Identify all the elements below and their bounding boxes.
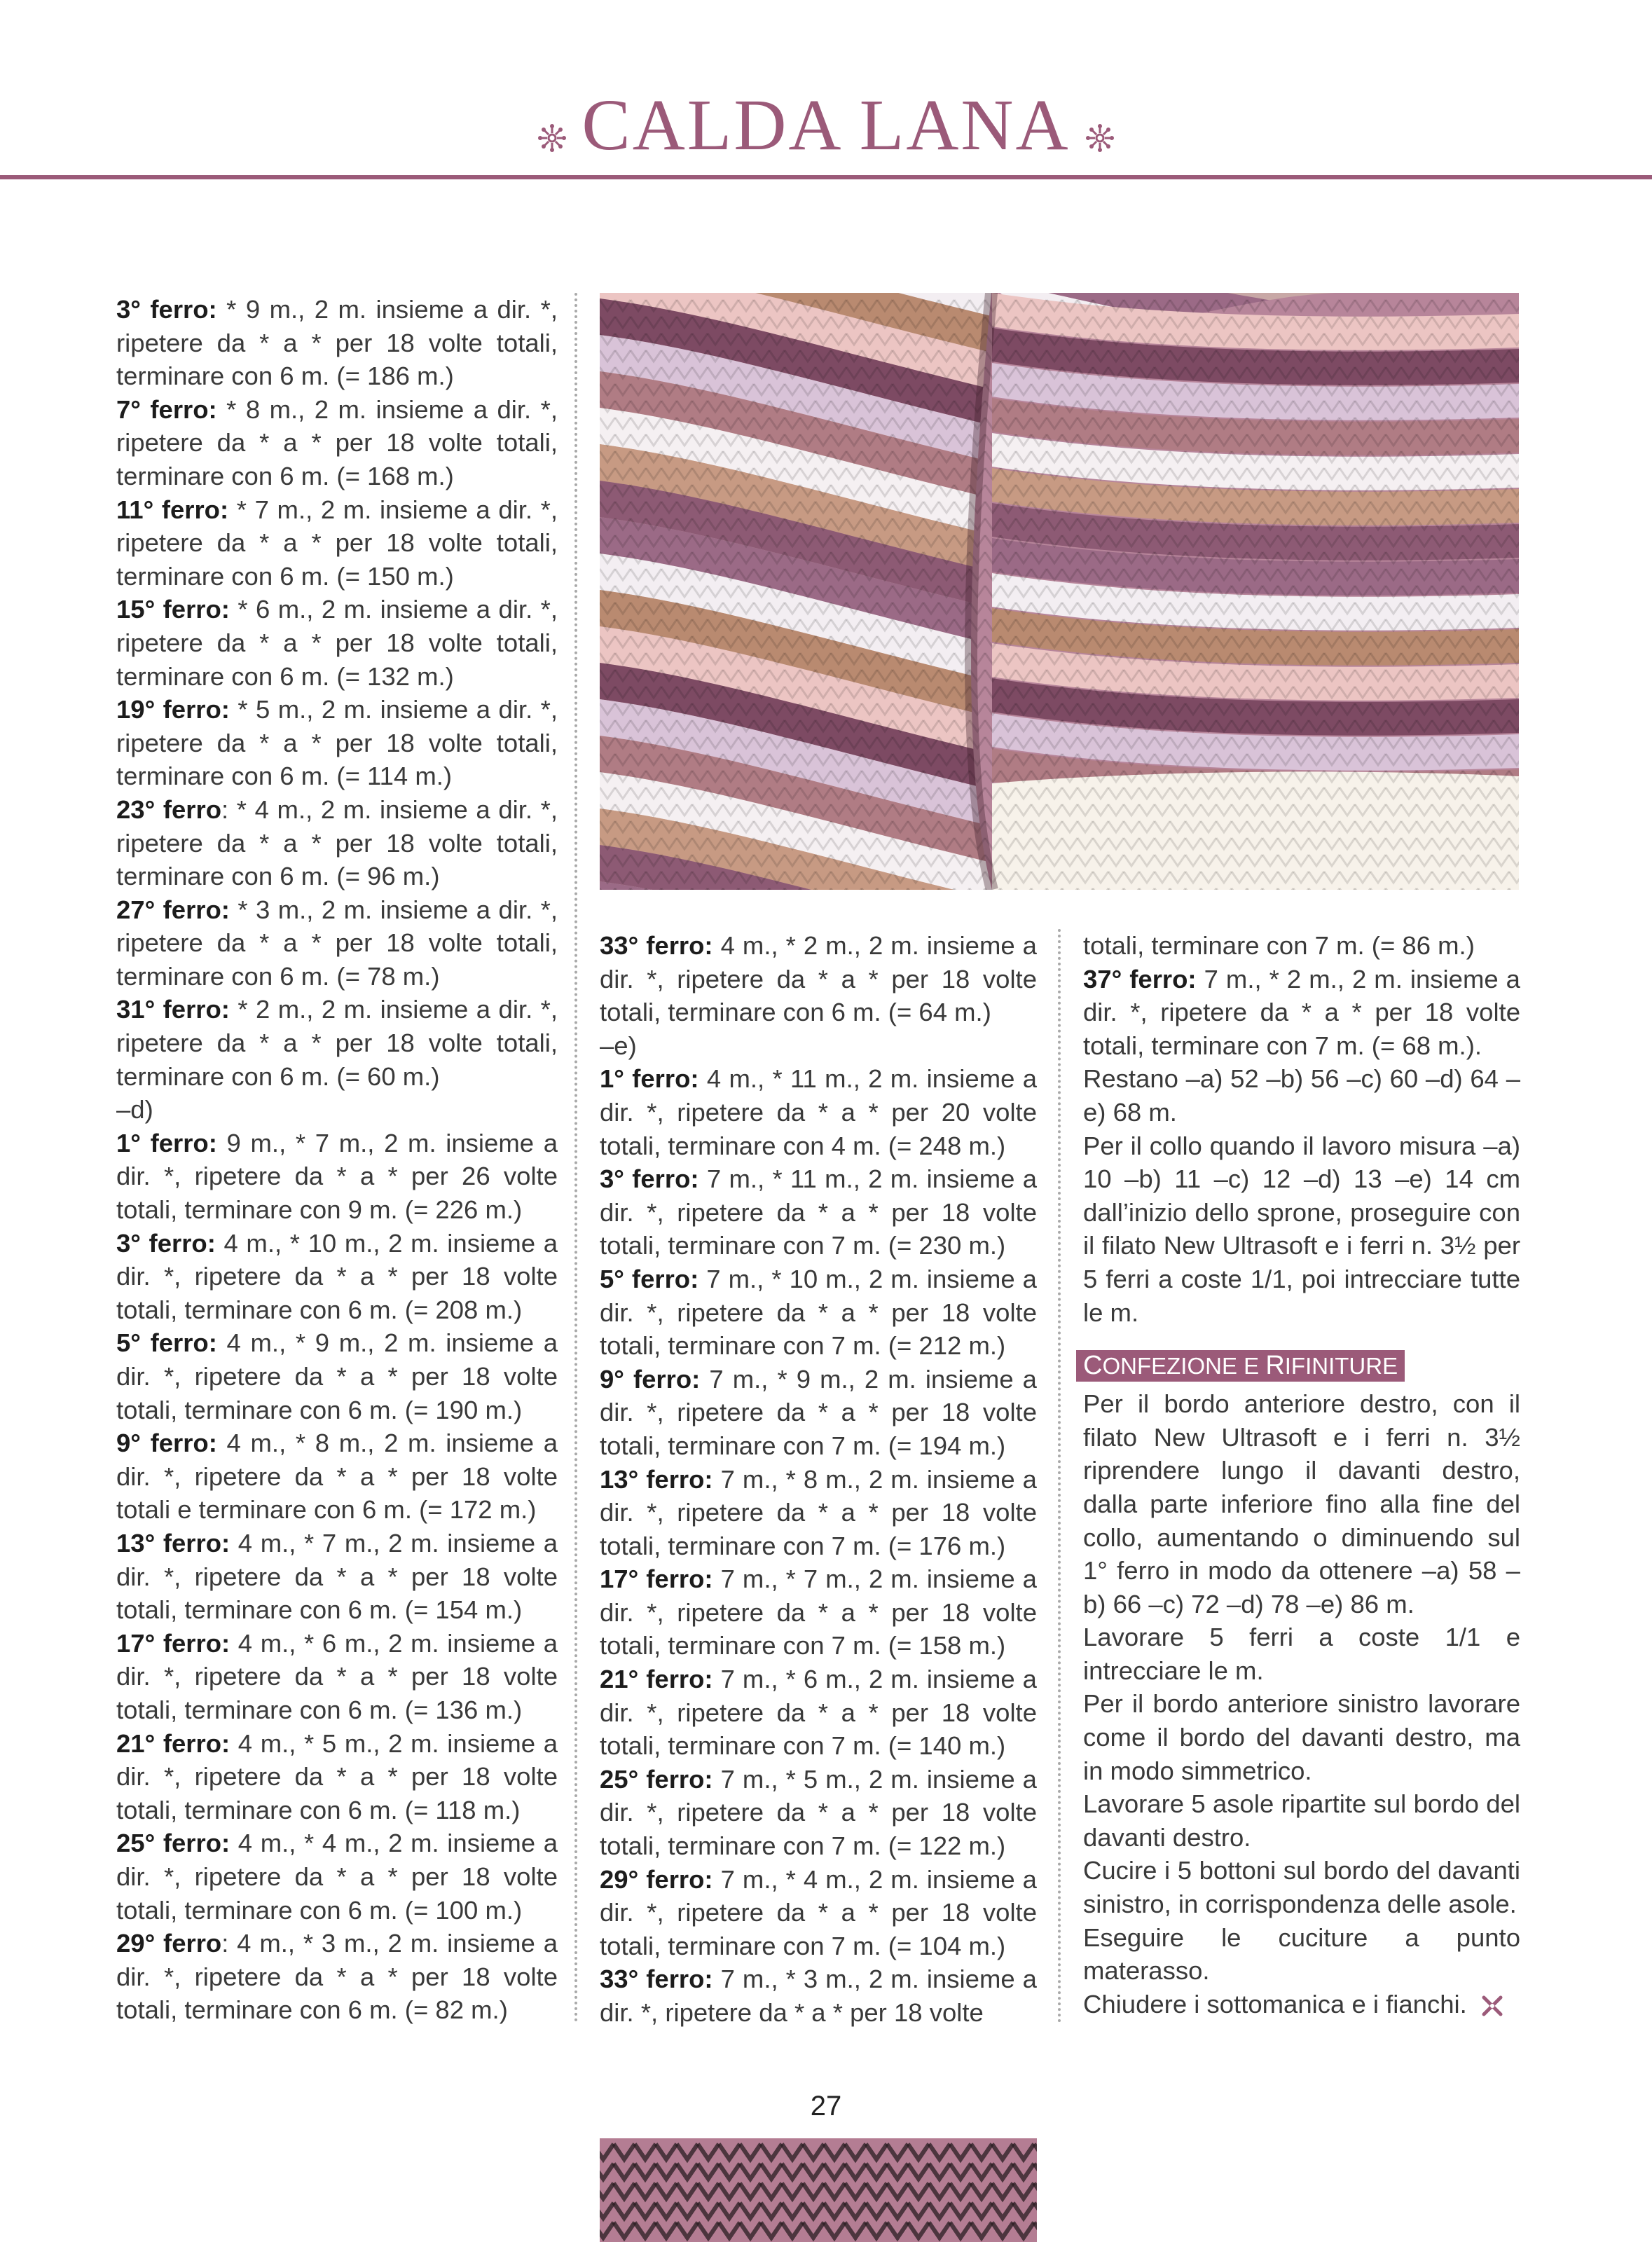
instruction-paragraph: Eseguire le cuciture a punto materasso. <box>1083 1923 1520 1986</box>
row-label: 13° ferro: <box>116 1528 230 1557</box>
instruction-paragraph <box>116 1627 558 1727</box>
row-label: 9° ferro: <box>116 1429 217 1458</box>
instruction-paragraph <box>116 1326 558 1426</box>
magazine-title <box>0 80 1652 178</box>
row-label: 17° ferro: <box>600 1564 713 1594</box>
column-3 <box>1083 929 1520 2021</box>
row-instruction: 7 m., * 5 m., 2 m. insieme a dir. *, ripetere da * a * per 18 volte totali, terminare con 7 m. (= 122 m.) <box>600 1764 1037 1861</box>
row-instruction: 4 m., * 2 m., 2 m. insieme a dir. *, ripetere da * a * per 18 volte totali, terminare con 6 m. (= 64 m.) <box>600 931 1037 1027</box>
instruction-paragraph <box>600 1663 1037 1763</box>
row-label: 1° ferro: <box>116 1128 217 1157</box>
instruction-paragraph: Per il bordo anteriore sinistro lavorare come il bordo del davanti destro, ma in modo simmetrico. <box>1083 1689 1520 1785</box>
row-label: 3° ferro: <box>116 1228 216 1258</box>
row-label: 17° ferro: <box>116 1628 230 1658</box>
row-label: 33° ferro: <box>600 931 713 960</box>
row-label: 9° ferro: <box>600 1364 701 1394</box>
row-label: 5° ferro: <box>600 1264 699 1293</box>
row-instruction: 4 m., * 5 m., 2 m. insieme a dir. *, ripetere da * a * per 18 volte totali, terminare con 6 m. (= 118 m.) <box>116 1728 558 1824</box>
row-instruction: 4 m., * 10 m., 2 m. insieme a dir. *, ripetere da * a * per 18 volte totali, terminare con 6 m. (= 208 m.) <box>116 1228 558 1324</box>
sweater-photo <box>600 293 1519 890</box>
row-instruction: * 8 m., 2 m. insieme a dir. *, ripetere da * a * per 18 volte totali, terminare con 6 m. (= 168 m.) <box>116 394 558 490</box>
instruction-paragraph <box>600 1263 1037 1363</box>
instruction-paragraph <box>600 1062 1037 1162</box>
row-label: 37° ferro: <box>1083 964 1197 993</box>
column-divider <box>574 293 577 2023</box>
row-instruction: * 9 m., 2 m. insieme a dir. *, ripetere da * a * per 18 volte totali, terminare con 6 m. (= 186 m.) <box>116 295 558 391</box>
page-header <box>0 70 1652 175</box>
row-label: 23° ferro <box>116 795 221 824</box>
row-instruction: 7 m., * 4 m., 2 m. insieme a dir. *, ripetere da * a * per 18 volte totali, terminare con 7 m. (= 104 m.) <box>600 1864 1037 1960</box>
instruction-paragraph <box>116 693 558 793</box>
instruction-paragraph <box>600 1463 1037 1563</box>
row-label: 21° ferro: <box>600 1665 713 1694</box>
header-rule <box>0 175 1652 179</box>
column-1 <box>116 293 558 2027</box>
instruction-paragraph: Cucire i 5 bottoni sul bordo del davanti sinistro, in corrispondenza delle asole. <box>1083 1856 1520 1919</box>
row-instruction: 7 m., * 2 m., 2 m. insieme a dir. *, ripetere da * a * per 18 volte totali, terminare con 7 m. (= 68 m.). <box>1083 964 1520 1060</box>
end-mark-icon <box>1480 1993 1505 2019</box>
instruction-paragraph: Lavorare 5 ferri a coste 1/1 e intrecciare le m. <box>1083 1623 1520 1685</box>
page-number: 27 <box>810 2091 842 2121</box>
instruction-paragraph <box>600 1763 1037 1863</box>
instruction-paragraph <box>600 929 1037 1029</box>
row-label: 3° ferro: <box>600 1164 699 1194</box>
instruction-paragraph <box>600 1162 1037 1263</box>
row-instruction: 7 m., * 3 m., 2 m. insieme a dir. *, ripetere da * a * per 18 volte <box>600 1965 1037 2027</box>
row-label: 31° ferro: <box>116 995 230 1024</box>
row-label: 27° ferro: <box>116 895 230 924</box>
instruction-paragraph <box>116 1127 558 1227</box>
row-instruction: 7 m., * 11 m., 2 m. insieme a dir. *, ripetere da * a * per 18 volte totali, terminare con 7 m. (= 230 m.) <box>600 1164 1038 1260</box>
row-label: 15° ferro: <box>116 595 230 624</box>
instruction-paragraph <box>116 993 558 1093</box>
instruction-paragraph <box>116 1527 558 1627</box>
row-instruction: 4 m., * 4 m., 2 m. insieme a dir. *, ripetere da * a * per 18 volte totali, terminare con 6 m. (= 100 m.) <box>116 1829 558 1925</box>
row-instruction: : * 4 m., 2 m. insieme a dir. *, ripetere da * a * per 18 volte totali, terminare con 6 m. (= 96 m.) <box>116 795 558 891</box>
row-label: 25° ferro: <box>600 1764 713 1794</box>
instruction-paragraph <box>116 393 558 493</box>
instruction-paragraph <box>116 1827 558 1927</box>
row-instruction: 7 m., * 9 m., 2 m. insieme a dir. *, ripetere da * a * per 18 volte totali, terminare con 7 m. (= 194 m.) <box>600 1364 1037 1460</box>
row-label: 25° ferro: <box>116 1829 230 1858</box>
row-label: 19° ferro: <box>116 695 230 724</box>
instruction-paragraph <box>116 1227 558 1327</box>
instruction-paragraph <box>116 1426 558 1527</box>
row-instruction: * 3 m., 2 m. insieme a dir. *, ripetere da * a * per 18 volte totali, terminare con 6 m. (= 78 m.) <box>116 895 558 991</box>
instruction-paragraph <box>116 493 558 593</box>
instruction-paragraph <box>600 1562 1037 1663</box>
section-heading-confezione: CONFEZIONE E RIFINITURE <box>1076 1350 1405 1382</box>
row-instruction: 4 m., * 9 m., 2 m. insieme a dir. *, ripetere da * a * per 18 volte totali, terminare con 6 m. (= 190 m.) <box>116 1328 558 1424</box>
instruction-paragraph <box>116 1093 558 1127</box>
row-label: 11° ferro: <box>116 495 229 524</box>
instruction-paragraph <box>116 793 558 893</box>
row-instruction: * 2 m., 2 m. insieme a dir. *, ripetere da * a * per 18 volte totali, terminare con 6 m. (= 60 m.) <box>116 995 558 1091</box>
row-label: 29° ferro <box>116 1929 222 1958</box>
instruction-paragraph <box>116 293 558 393</box>
instruction-paragraph: Restano –a) 52 –b) 56 –c) 60 –d) 64 –e) 68 m. <box>1083 1064 1520 1127</box>
row-instruction: 7 m., * 10 m., 2 m. insieme a dir. *, ripetere da * a * per 18 volte totali, terminare con 7 m. (= 212 m.) <box>600 1264 1037 1361</box>
row-instruction: 7 m., * 6 m., 2 m. insieme a dir. *, ripetere da * a * per 18 volte totali, terminare con 7 m. (= 140 m.) <box>600 1665 1037 1761</box>
column-2 <box>600 929 1037 2030</box>
row-label: 3° ferro: <box>116 295 217 324</box>
instruction-paragraph: Lavorare 5 asole ripartite sul bordo del davanti destro. <box>1083 1789 1520 1852</box>
instruction-paragraph <box>1083 963 1520 1063</box>
row-instruction: * 6 m., 2 m. insieme a dir. *, ripetere da * a * per 18 volte totali, terminare con 6 m. (= 132 m.) <box>116 595 558 691</box>
column-divider <box>1058 929 1061 2023</box>
instruction-paragraph: Chiudere i sottomanica e i fianchi. <box>1083 1988 1520 2021</box>
instruction-paragraph <box>116 1727 558 1827</box>
instruction-paragraph <box>116 593 558 693</box>
row-instruction: 4 m., * 8 m., 2 m. insieme a dir. *, ripetere da * a * per 18 volte totali e terminare con 6 m. (= 172 m.) <box>116 1429 558 1525</box>
row-instruction: 4 m., * 7 m., 2 m. insieme a dir. *, ripetere da * a * per 18 volte totali, terminare con 6 m. (= 154 m.) <box>116 1528 558 1625</box>
instruction-paragraph: Per il bordo anteriore destro, con il filato New Ultrasoft e i ferri n. 3½ riprendere lungo il davanti destro, dalla parte inferiore fino alla fine del collo, aumentando o diminuendo sul 1° ferro in modo da ottenere –a) 58 –b) 66 –c) 72 –d) 78 –e) 86 m. <box>1083 1389 1520 1618</box>
title-text: CALDA LANA <box>581 85 1071 165</box>
instruction-paragraph <box>116 893 558 993</box>
row-instruction: 7 m., * 8 m., 2 m. insieme a dir. *, ripetere da * a * per 18 volte totali, terminare con 7 m. (= 176 m.) <box>600 1464 1037 1560</box>
row-instruction: 7 m., * 7 m., 2 m. insieme a dir. *, ripetere da * a * per 18 volte totali, terminare con 7 m. (= 158 m.) <box>600 1564 1037 1660</box>
row-label: 29° ferro: <box>600 1864 713 1894</box>
instruction-paragraph: Per il collo quando il lavoro misura –a) 10 –b) 11 –c) 12 –d) 13 –e) 14 cm dall’inizio dello sprone, proseguire con il filato New Ultrasoft e i ferri n. 3½ per 5 ferri a coste 1/1, poi intrecciare tutte le m. <box>1083 1131 1520 1327</box>
instruction-paragraph <box>600 1863 1037 1963</box>
instruction-paragraph <box>116 1927 558 2027</box>
row-instruction: * 7 m., 2 m. insieme a dir. *, ripetere da * a * per 18 volte totali, terminare con 6 m. (= 150 m.) <box>116 495 558 591</box>
instruction-paragraph <box>600 1962 1037 2029</box>
row-instruction: 9 m., * 7 m., 2 m. insieme a dir. *, ripetere da * a * per 26 volte totali, terminare con 9 m. (= 226 m.) <box>116 1128 558 1225</box>
row-instruction: 4 m., * 11 m., 2 m. insieme a dir. *, ripetere da * a * per 20 volte totali, terminare con 4 m. (= 248 m.) <box>600 1064 1038 1160</box>
row-label: 33° ferro: <box>600 1965 713 1994</box>
column-3-top <box>1083 929 1520 1329</box>
row-label: 13° ferro: <box>600 1464 713 1494</box>
flower-ornament-icon <box>538 83 566 174</box>
flower-ornament-icon <box>1086 83 1114 174</box>
instruction-paragraph <box>600 1029 1037 1063</box>
instruction-paragraph: totali, terminare con 7 m. (= 86 m.) <box>1083 931 1475 960</box>
row-instruction: : 4 m., * 3 m., 2 m. insieme a dir. *, ripetere da * a * per 18 volte totali, terminare con 6 m. (= 82 m.) <box>116 1929 558 2025</box>
row-instruction: * 5 m., 2 m. insieme a dir. *, ripetere da * a * per 18 volte totali, terminare con 6 m. (= 114 m.) <box>116 695 558 791</box>
row-label: 21° ferro: <box>116 1728 230 1758</box>
column-3-bottom <box>1083 1387 1520 2021</box>
row-label: 5° ferro: <box>116 1328 217 1358</box>
instruction-paragraph <box>600 1363 1037 1463</box>
knit-pattern-strip <box>600 2138 1037 2242</box>
row-instruction: –e) <box>600 1031 637 1060</box>
row-label: 1° ferro: <box>600 1064 699 1094</box>
row-instruction: 4 m., * 6 m., 2 m. insieme a dir. *, ripetere da * a * per 18 volte totali, terminare con 6 m. (= 136 m.) <box>116 1628 558 1724</box>
row-instruction: –d) <box>116 1095 153 1125</box>
row-label: 7° ferro: <box>116 394 217 424</box>
